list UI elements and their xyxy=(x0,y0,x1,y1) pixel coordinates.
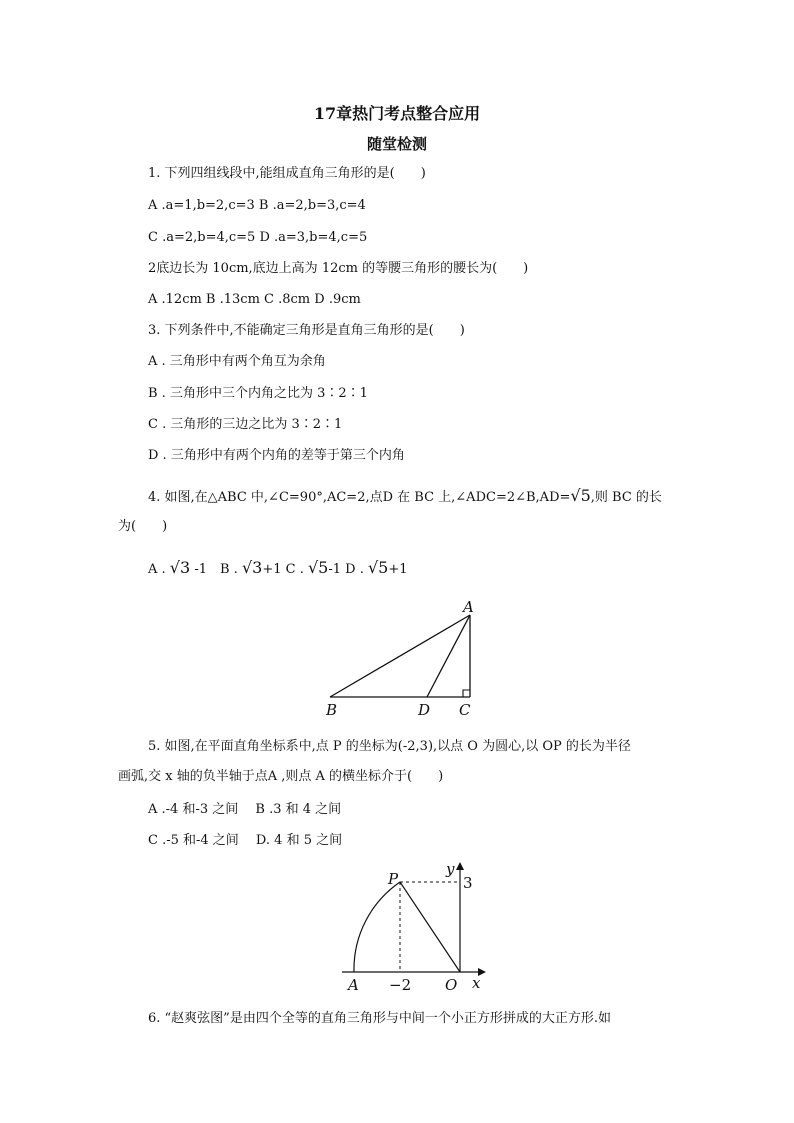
q4-options xyxy=(148,559,408,579)
label-three: 3 xyxy=(463,874,473,892)
q4-opt-c-rest: -1 D . xyxy=(328,562,364,577)
q4-opt-c-sqrt: √5 xyxy=(307,558,329,577)
q4-opt-a-rest: -1 B . xyxy=(194,562,238,577)
q3-option-d: D . 三角形中有两个内角的差等于第三个内角 xyxy=(148,448,405,463)
arc-ap xyxy=(354,882,400,972)
label-a: A xyxy=(463,598,474,616)
q3-option-c: C . 三角形的三边之比为 3∶2∶1 xyxy=(148,417,343,432)
label-minus-two: −2 xyxy=(389,976,412,994)
q4-stem xyxy=(148,487,662,507)
label-c: C xyxy=(459,701,471,719)
q4-opt-b-sqrt: √3 xyxy=(241,558,263,577)
q1-stem: 1. 下列四组线段中,能组成直角三角形的是( ) xyxy=(148,166,426,181)
label-d: D xyxy=(418,701,431,719)
label-o: O xyxy=(445,976,458,994)
q4-stem-line2: 为( ) xyxy=(118,519,168,534)
label-p: P xyxy=(388,870,399,888)
page-subtitle: 随堂检测 xyxy=(366,135,427,153)
q4-triangle-figure xyxy=(320,595,490,720)
q5-coordinate-figure xyxy=(330,858,500,998)
q3-option-a: A . 三角形中有两个角互为余角 xyxy=(148,354,326,369)
q5-stem-line2: 画弧,交 x 轴的负半轴于点A ,则点 A 的横坐标介于( ) xyxy=(118,769,444,784)
q5-stem-line1: 5. 如图,在平面直角坐标系中,点 P 的坐标为(-2,3),以点 O 为圆心,以 OP 的长为半径 xyxy=(148,739,631,754)
q1-options-cd: C .a=2,b=4,c=5 D .a=3,b=4,c=5 xyxy=(148,230,368,245)
segment-op xyxy=(400,882,460,972)
q4-opt-a-sqrt: √3 xyxy=(169,558,191,577)
q6-stem: 6. “赵爽弦图”是由四个全等的直角三角形与中间一个小正方形拼成的大正方形.如 xyxy=(148,1011,611,1026)
right-angle-mark xyxy=(463,690,470,697)
q4-opt-b-rest: +1 C . xyxy=(262,562,304,577)
page-title: 17章热门考点整合应用 xyxy=(313,104,481,123)
q2-stem: 2底边长为 10cm,底边上高为 12cm 的等腰三角形的腰长为( ) xyxy=(148,261,529,276)
q4-stem-part2: ,则 BC 的长 xyxy=(590,490,662,505)
label-a: A xyxy=(348,976,359,994)
q4-opt-d-sqrt: √5 xyxy=(367,558,389,577)
label-b: B xyxy=(326,701,338,719)
label-x: x xyxy=(472,974,481,992)
q4-stem-part1: 4. 如图,在△ABC 中,∠C=90°,AC=2,点D 在 BC 上,∠ADC=2∠B,AD= xyxy=(148,490,571,505)
y-axis-arrow xyxy=(456,862,464,870)
q2-options: A .12cm B .13cm C .8cm D .9cm xyxy=(148,292,361,307)
q3-stem: 3. 下列条件中,不能确定三角形是直角三角形的是( ) xyxy=(148,323,465,338)
q4-opt-a-label: A . xyxy=(148,562,166,577)
label-y: y xyxy=(446,860,455,878)
q4-opt-d-rest: +1 xyxy=(388,562,408,577)
q5-options-cd: C .-5 和-4 之间 D. 4 和 5 之间 xyxy=(148,833,343,848)
q3-option-b: B . 三角形中三个内角之比为 3∶2∶1 xyxy=(148,386,368,401)
q1-options-ab: A .a=1,b=2,c=3 B .a=2,b=3,c=4 xyxy=(148,198,366,213)
q5-options-ab: A .-4 和-3 之间 B .3 和 4 之间 xyxy=(148,802,342,817)
q4-sqrt5: √5 xyxy=(570,486,591,505)
